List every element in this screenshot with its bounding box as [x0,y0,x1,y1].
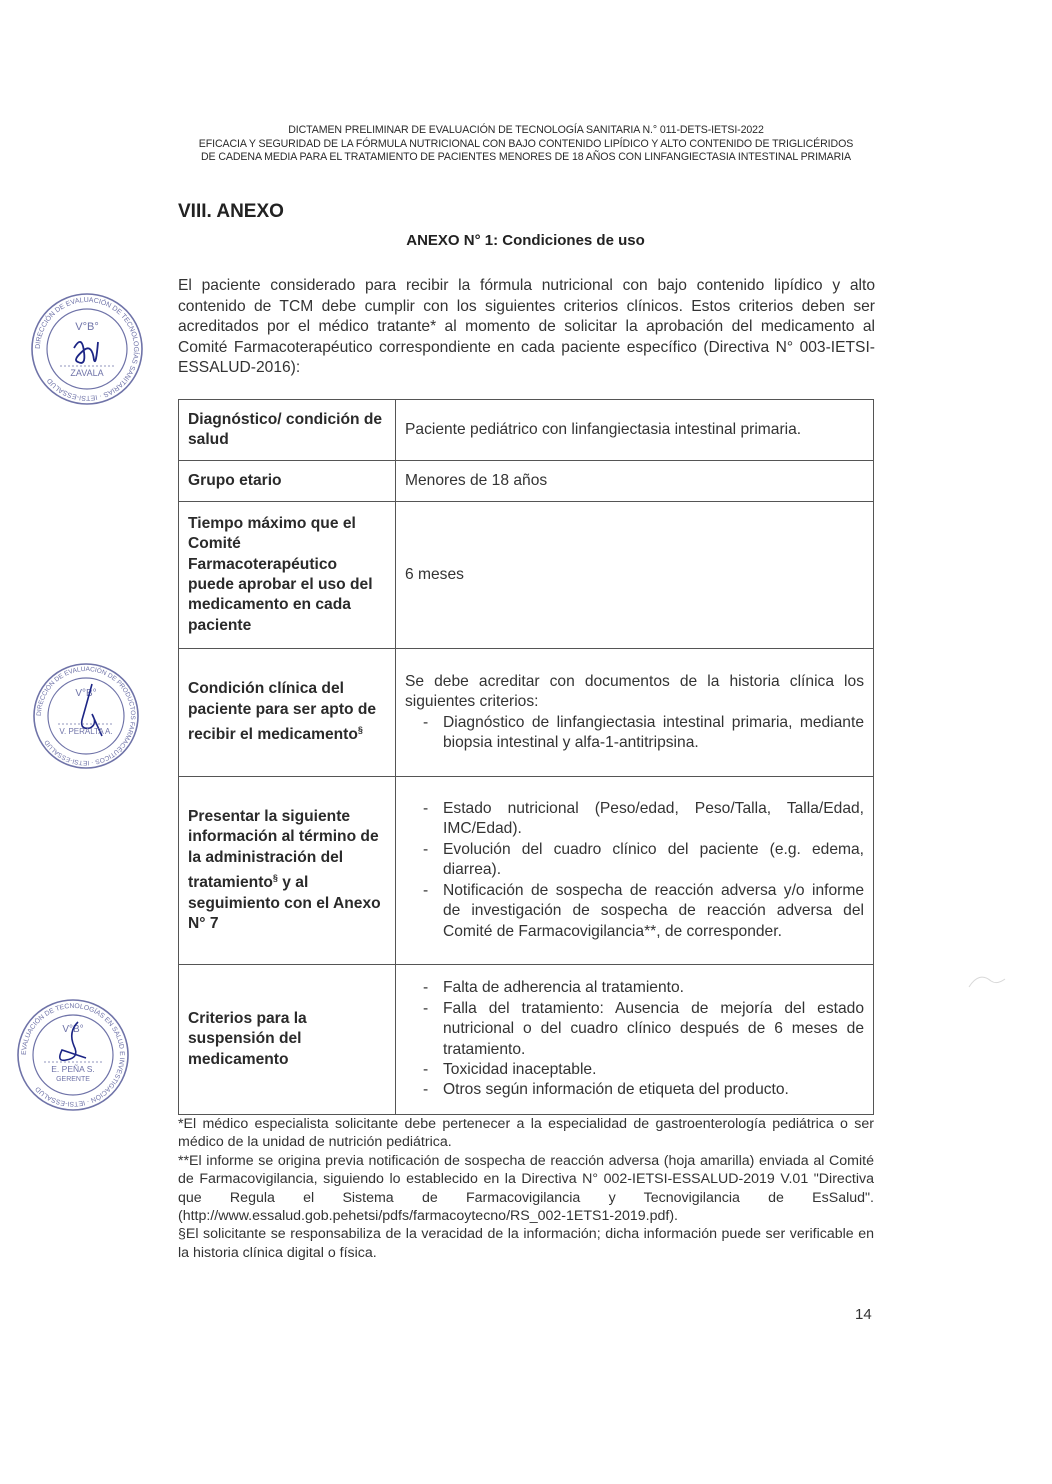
stamp-ring-text: DIRECCIÓN DE EVALUACIÓN DE TECNOLOGÍAS SANITARIAS · IETSI-ESSALUD [34,296,140,402]
list-item: - Estado nutricional (Peso/edad, Peso/Talla, Talla/Edad, IMC/Edad). [443,799,864,840]
footnote-responsibility: §El solicitante se responsabiliza de la veracidad de la información; dicha información puede ser verificable en la historia clínica digital o física. [178,1226,874,1261]
info-list [405,799,864,942]
list-item: - Otros según información de etiqueta del producto. [443,1080,864,1100]
header-line-3: DE CADENA MEDIA PARA EL TRATAMIENTO DE PACIENTES MENORES DE 18 AÑOS CON LINFANGIECTASIA INTESTINAL PRIMARIA [201,151,851,164]
stamp-name: E. PEÑA S. [51,1064,95,1074]
stamp-ring-text: DIRECCIÓN DE EVALUACIÓN DE PRODUCTOS FARMACÉUTICOS · IETSI-ESSALUD [35,665,137,767]
row-label [179,777,396,965]
row-value: Paciente pediátrico con linfangiectasia intestinal primaria. [396,400,874,461]
list-item: - Diagnóstico de linfangiectasia intestinal primaria, mediante biopsia intestinal y alfa-1-antitripsina. [443,713,864,754]
list-item: - Falta de adherencia al tratamiento. [443,978,864,998]
svg-text:DIRECCIÓN DE EVALUACIÓN DE PRO [36,665,136,766]
stamp-ring-text: EVALUACIÓN DE TECNOLOGÍAS EN SALUD E INVESTIGACIÓN · IETSI-ESSALUD [20,1002,126,1108]
header-line-1: DICTAMEN PRELIMINAR DE EVALUACIÓN DE TECNOLOGÍA SANITARIA N.° 011-DETS-IETSI-2022 [288,124,764,136]
table-row [179,649,874,777]
conditions-table [178,399,874,1115]
row-label: Grupo etario [179,461,396,502]
row-value [396,965,874,1115]
row-value [396,777,874,965]
stamp-name: ZAVALA [70,368,104,378]
stamp-role: GERENTE [56,1076,90,1083]
list-item: - Evolución del cuadro clínico del paciente (e.g. edema, diarrea). [443,840,864,881]
section-title: VIII. ANEXO [178,201,284,222]
approval-stamp-peralta [30,660,142,772]
list-item: - Notificación de sospecha de reacción adversa y/o informe de investigación de sospecha de reacción adversa del Comité de Farmacovigilancia**, de corresponder. [443,881,864,942]
approval-stamp-zavala [28,290,146,408]
row-label-text: Condición clínica del paciente para ser apto de recibir el medicamento [188,680,377,744]
row-label-text: Presentar la siguiente información al término de la administración del tratamiento [188,807,379,892]
row-label [179,649,396,777]
section-mark: § [357,725,363,736]
row-value-intro: Se debe acreditar con documentos de la historia clínica los siguientes criterios: [405,672,864,711]
annex-title: ANEXO N° 1: Condiciones de uso [406,232,645,249]
row-label: Diagnóstico/ condición de salud [179,400,396,461]
criteria-list [405,713,864,754]
stamp-vb: V°B° [62,1024,84,1035]
table-row [179,502,874,649]
stamp-name: V. PERALTA A. [59,727,113,736]
footnote-physician: *El médico especialista solicitante debe pertenecer a la especialidad de gastroenterología pediátrica o ser médico de la unidad de nutrición pediátrica. [178,1116,874,1151]
row-label: Criterios para la suspensión del medicamento [179,965,396,1115]
table-row [179,965,874,1115]
list-item: - Falla del tratamiento: Ausencia de mejoría del estado nutricional o del cuadro clínico después de 6 meses de tratamiento. [443,999,864,1060]
row-value: 6 meses [396,502,874,649]
table-row [179,461,874,502]
row-label: Tiempo máximo que el Comité Farmacoterapéutico puede aprobar el uso del medicamento en cada paciente [179,502,396,649]
row-value [396,649,874,777]
section-mark: § [272,872,278,883]
page-number: 14 [855,1306,872,1323]
scan-speck [965,965,1015,995]
intro-paragraph: El paciente considerado para recibir la fórmula nutricional con bajo contenido lipídico y alto contenido de TCM debe cumplir con los siguientes criterios clínicos. Estos criterios deben ser acreditados por el médico tratante* al momento de solicitar la aprobación del medicamento al Comité Farmacoterapéutico correspondiente en cada paciente específico (Directiva N° 003-IETSI-ESSALUD-2016): [178,277,875,377]
footnotes [178,1115,874,1262]
suspension-list [405,978,864,1100]
svg-text:EVALUACIÓN DE TECNOLOGÍAS EN S [21,1003,125,1107]
footnote-report: **El informe se origina previa notificación de sospecha de reacción adversa (hoja amarilla) enviada al Comité de Farmacovigilancia, siguiendo lo establecido en la Directiva N° 002-IETSI-ESSALUD-2019 V.01 "Directiva que Regula el Sistema de Farmacovigilancia y Tecnovigilancia de EsSalud". (http://www.essalud.gob.pehetsi/pdfs/farmacoytecno/RS_002-1ETS1-2019.pdf). [178,1152,874,1225]
approval-stamp-pena [14,996,132,1114]
header-line-2: EFICACIA Y SEGURIDAD DE LA FÓRMULA NUTRICIONAL CON BAJO CONTENIDO LIPÍDICO Y ALTO CONTENIDO DE TRIGLICÉRIDOS [198,137,854,150]
document-header [170,124,882,165]
stamp-vb: V°B° [75,688,97,699]
stamp-vb: V°B° [75,321,99,333]
table-row [179,400,874,461]
row-label-text: y al seguimiento con el Anexo N° 7 [188,874,381,932]
table-row [179,777,874,965]
row-value: Menores de 18 años [396,461,874,502]
list-item: - Toxicidad inaceptable. [443,1060,864,1080]
